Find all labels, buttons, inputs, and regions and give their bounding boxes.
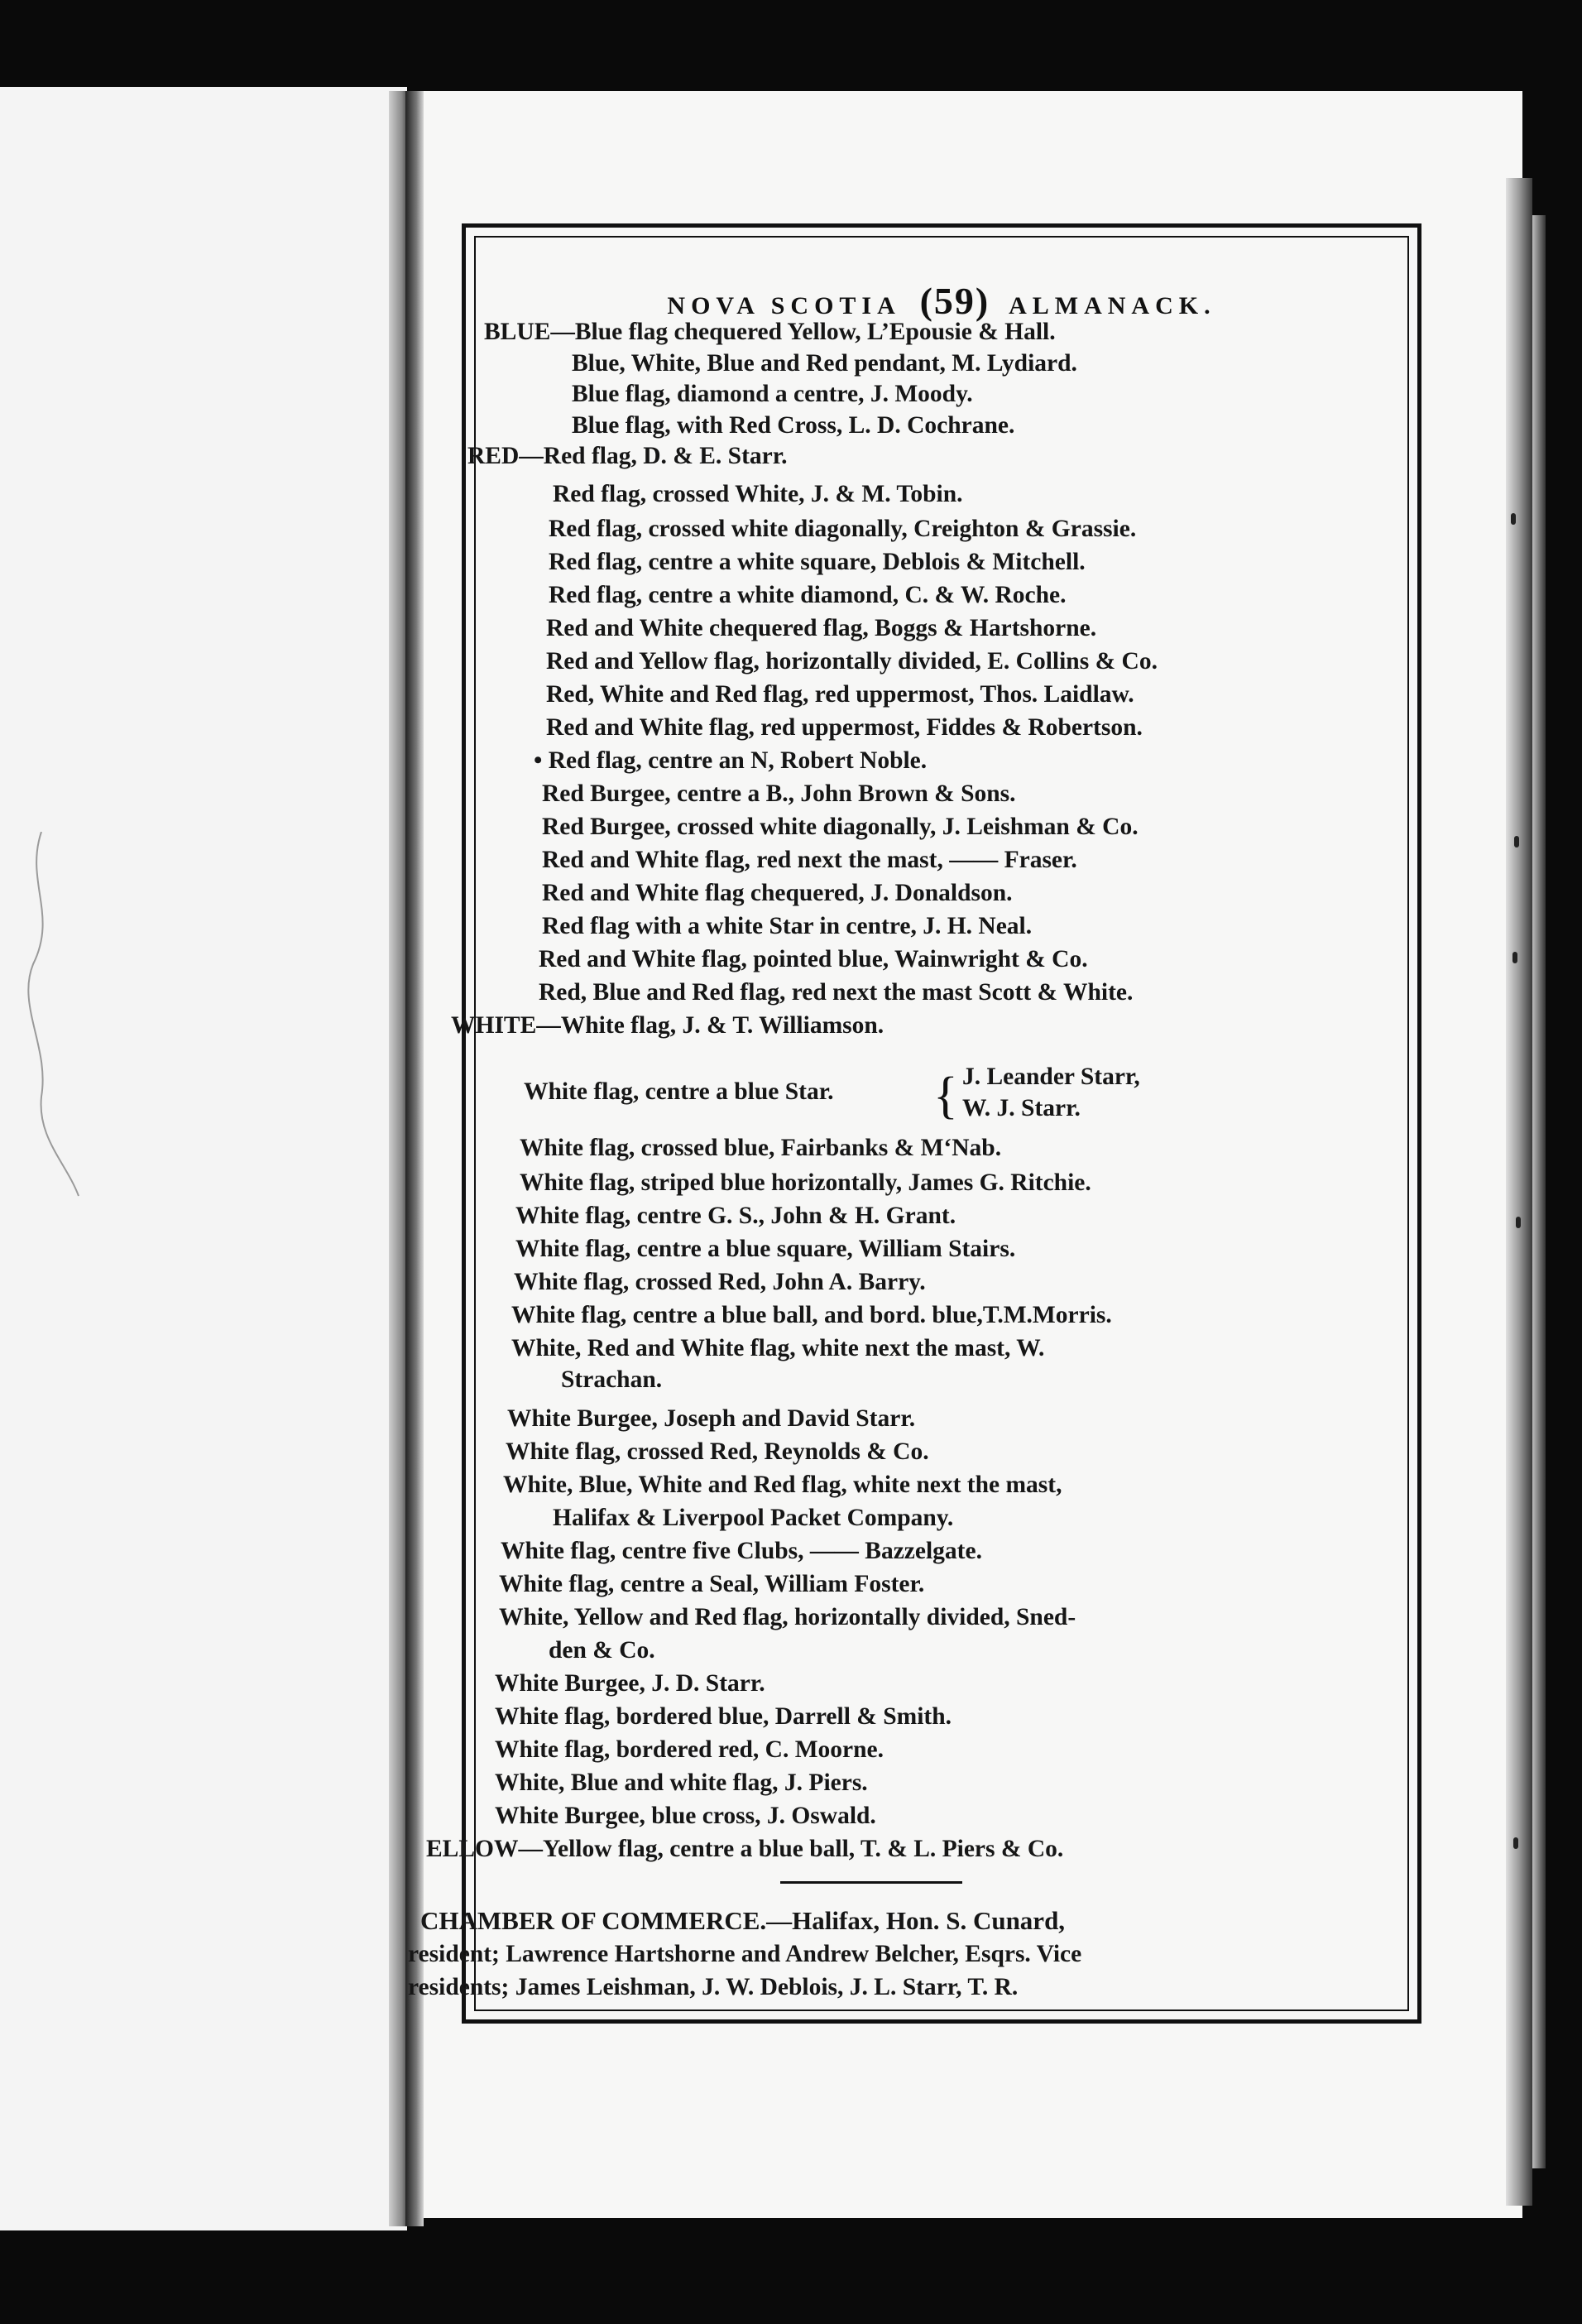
binding-mark — [1513, 1837, 1518, 1849]
pencil-mark-icon — [17, 832, 91, 1212]
list-line: Red, White and Red flag, red uppermost, Thos. Laidlaw. — [546, 681, 1134, 708]
list-line: White flag, centre a blue square, William Stairs. — [515, 1236, 1016, 1262]
list-line: White flag, crossed blue, Fairbanks & M‘Nab. — [520, 1135, 1002, 1161]
list-line: White flag, centre a blue Star. — [524, 1078, 834, 1105]
list-line: Red and White chequered flag, Boggs & Hartshorne. — [546, 615, 1097, 641]
binding-mark — [1511, 513, 1516, 525]
header-title-right: ALMANACK. — [1009, 292, 1216, 319]
list-line: Red and White flag chequered, J. Donaldson. — [542, 880, 1013, 906]
list-line: Red and White flag, red uppermost, Fiddes & Robertson. — [546, 714, 1143, 741]
list-line: Red flag, crossed White, J. & M. Tobin. — [553, 481, 963, 507]
chamber-line: CHAMBER OF COMMERCE.—Halifax, Hon. S. Cunard, — [420, 1906, 1066, 1935]
list-line: Red and Yellow flag, horizontally divided, E. Collins & Co. — [546, 648, 1158, 675]
list-line: WHITE—White flag, J. & T. Williamson. — [451, 1012, 884, 1039]
binding-mark — [1512, 952, 1517, 963]
list-line: Blue, White, Blue and Red pendant, M. Lydiard. — [572, 350, 1077, 377]
list-line: White, Blue, White and Red flag, white next the mast, — [503, 1472, 1062, 1498]
section-divider — [780, 1881, 962, 1884]
list-line: White flag, bordered blue, Darrell & Smith. — [495, 1703, 952, 1730]
list-line: White, Red and White flag, white next the mast, W. — [511, 1335, 1045, 1361]
page-stack-edge — [1506, 178, 1532, 2206]
list-line: Red and White flag, pointed blue, Wainwright & Co. — [539, 946, 1088, 972]
list-line: J. Leander Starr, — [962, 1064, 1140, 1090]
list-line: Blue flag, diamond a centre, J. Moody. — [572, 381, 973, 407]
list-line: White flag, centre a Seal, William Foster. — [499, 1571, 925, 1597]
list-line: White Burgee, blue cross, J. Oswald. — [495, 1803, 876, 1829]
list-line: White flag, centre a blue ball, and bord. blue,T.M.Morris. — [511, 1302, 1112, 1328]
chamber-line: resident; Lawrence Hartshorne and Andrew Belcher, Esqrs. Vice — [408, 1941, 1082, 1967]
list-line: • Red flag, centre an N, Robert Noble. — [534, 747, 928, 774]
brace-glyph: { — [933, 1068, 958, 1124]
list-line: Blue flag, with Red Cross, L. D. Cochrane. — [572, 412, 1015, 439]
list-line: Red Burgee, centre a B., John Brown & Sons. — [542, 780, 1016, 807]
page-header — [466, 279, 1417, 323]
list-line: White, Yellow and Red flag, horizontally divided, Sned- — [499, 1604, 1076, 1630]
list-line: Red flag with a white Star in centre, J. H. Neal. — [542, 913, 1033, 939]
header-title-left: NOVA SCOTIA — [667, 292, 900, 319]
list-line: den & Co. — [549, 1637, 655, 1664]
list-line: White Burgee, Joseph and David Starr. — [507, 1405, 916, 1432]
list-line: Red flag, centre a white diamond, C. & W. Roche. — [549, 582, 1067, 608]
list-line: ELLOW—Yellow flag, centre a blue ball, T. & L. Piers & Co. — [426, 1836, 1064, 1862]
list-line: White flag, centre five Clubs, —— Bazzelgate. — [501, 1538, 982, 1564]
left-blank-page — [0, 87, 407, 2230]
list-line: Red Burgee, crossed white diagonally, J. Leishman & Co. — [542, 814, 1139, 840]
list-line: W. J. Starr. — [962, 1095, 1081, 1121]
list-line: Red flag, centre a white square, Deblois & Mitchell. — [549, 549, 1086, 575]
list-line: White flag, striped blue horizontally, James G. Ritchie. — [520, 1169, 1091, 1196]
list-line: BLUE—Blue flag chequered Yellow, L’Epousie & Hall. — [484, 319, 1056, 345]
binding-mark — [1514, 836, 1519, 847]
list-line: Red and White flag, red next the mast, —— Fraser. — [542, 847, 1077, 873]
list-line: White flag, bordered red, C. Moorne. — [495, 1736, 884, 1763]
list-line: Strachan. — [561, 1366, 663, 1393]
list-line: RED—Red flag, D. & E. Starr. — [467, 443, 788, 469]
page-number: (59) — [919, 280, 990, 322]
page-stack-edge-outer — [1532, 215, 1546, 2168]
list-line: Halifax & Liverpool Packet Company. — [553, 1505, 954, 1531]
list-line: White, Blue and white flag, J. Piers. — [495, 1769, 868, 1796]
list-line: White flag, centre G. S., John & H. Grant. — [515, 1203, 956, 1229]
binding-mark — [1516, 1217, 1521, 1228]
list-line: White flag, crossed Red, Reynolds & Co. — [506, 1438, 929, 1465]
chamber-line: residents; James Leishman, J. W. Deblois, J. L. Starr, T. R. — [408, 1974, 1019, 2000]
list-line: White Burgee, J. D. Starr. — [495, 1670, 765, 1697]
list-line: Red flag, crossed white diagonally, Creighton & Grassie. — [549, 516, 1137, 542]
list-line: Red, Blue and Red flag, red next the mast Scott & White. — [539, 979, 1134, 1006]
list-line: White flag, crossed Red, John A. Barry. — [514, 1269, 926, 1295]
text-frame — [408, 223, 1421, 2024]
